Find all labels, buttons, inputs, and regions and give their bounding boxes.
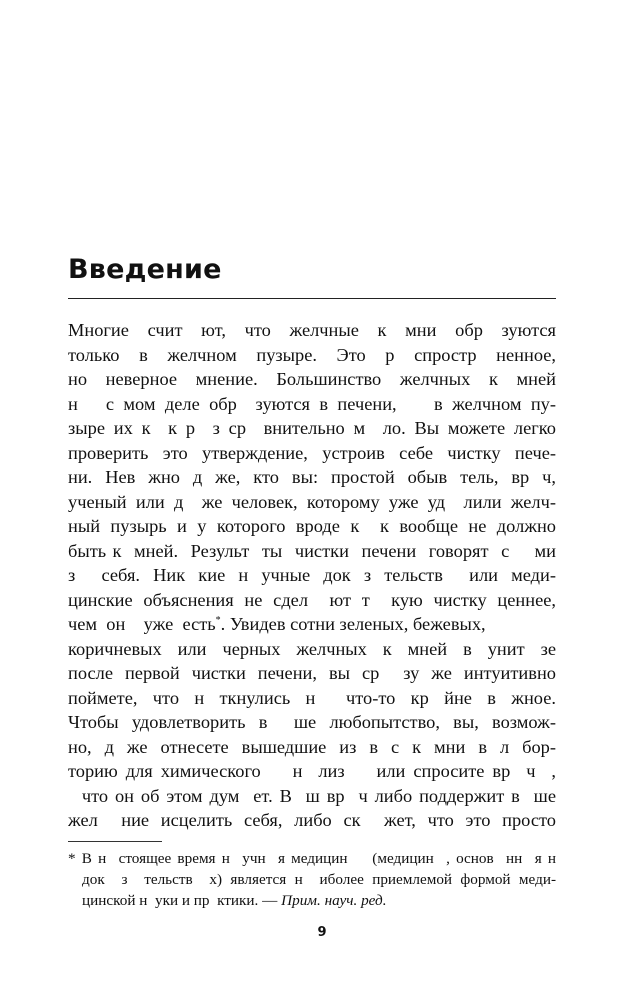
body-line-with-footnote bbox=[68, 612, 556, 637]
body-line: после первой чистки печени, вы ср зу же интуитивно bbox=[68, 663, 556, 683]
body-text bbox=[68, 318, 556, 833]
body-line: Чтобы удовлетворить в ше любопытство, вы, возмож- bbox=[68, 712, 556, 732]
body-line: жел ние исцелить себя, либо ск жет, что это просто bbox=[68, 810, 556, 830]
body-line: Многие счит ют, что желчные к мни обр зуются bbox=[68, 320, 556, 340]
body-line-tail: . Увидев сотни зеленых, бежевых, bbox=[220, 614, 486, 634]
footnote-line: * В н стоящее время н учн я медицин (медицин , основ нн я н bbox=[68, 850, 556, 867]
body-line: ни. Нев жно д же, кто вы: простой обыв тель, вр ч, bbox=[68, 467, 556, 487]
body-line: что он об этом дум ет. В ш вр ч либо поддержит в ше bbox=[68, 785, 556, 806]
footnote bbox=[68, 848, 556, 911]
title-divider bbox=[68, 298, 556, 299]
body-line: ный пузырь и у которого вроде к к вообще не должно bbox=[68, 516, 556, 536]
footnote-line: док з тельств х) является н иболее приемлемой формой меди- bbox=[82, 871, 556, 888]
footnote-divider bbox=[68, 841, 162, 842]
footnote-text: цинской н уки и пр ктики. — bbox=[82, 892, 278, 909]
body-line: поймете, что н ткнулись н что-то кр йне в жное. bbox=[68, 687, 556, 708]
body-line: коричневых или черных желчных к мней в унит зе bbox=[68, 638, 556, 659]
body-line: ученый или д же человек, которому уже уд лили желч- bbox=[68, 491, 556, 512]
body-line: быть к мней. Результ ты чистки печени говорят с ми bbox=[68, 540, 556, 561]
footnote-marker[interactable]: * bbox=[215, 614, 221, 626]
body-line: торию для химического н лиз или спросите вр ч , bbox=[68, 761, 556, 781]
page-number: 9 bbox=[317, 925, 327, 940]
body-line: н с мом деле обр зуются в печени, в желчном пу- bbox=[68, 393, 556, 414]
body-line: только в желчном пузыре. Это р спростр ненное, bbox=[68, 344, 556, 365]
body-line: проверить это утверждение, устроив себе чистку пече- bbox=[68, 442, 556, 463]
chapter-title: Введение bbox=[68, 254, 222, 285]
editor-note: Прим. науч. ред. bbox=[277, 892, 387, 909]
body-line-text: чем он уже есть bbox=[68, 614, 216, 634]
body-line: зыре их к к р з ср внительно м ло. Вы можете легко bbox=[68, 418, 556, 438]
footnote-line-last bbox=[68, 890, 556, 911]
body-line: з себя. Ник кие н учные док з тельств или меди- bbox=[68, 565, 556, 585]
body-line: но, д же отнесете вышедшие из в с к мни в л бор- bbox=[68, 736, 556, 757]
body-line: но неверное мнение. Большинство желчных к мней bbox=[68, 369, 556, 389]
body-line: цинские объяснения не сдел ют т кую чистку ценнее, bbox=[68, 589, 556, 610]
